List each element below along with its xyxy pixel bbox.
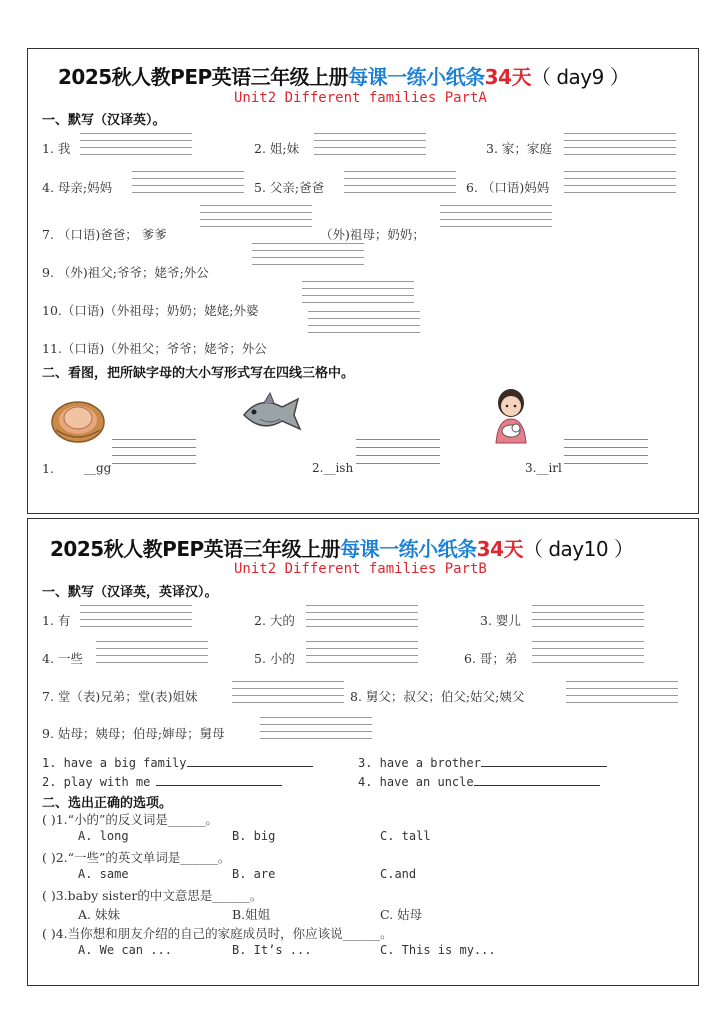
question-label: 9. 姑母；姨母；伯母;婶母；舅母 xyxy=(42,726,225,741)
section-heading: 二、选出正确的选项。 xyxy=(42,796,173,811)
writing-lines[interactable] xyxy=(132,171,244,193)
writing-lines[interactable] xyxy=(308,311,420,333)
writing-lines[interactable] xyxy=(314,133,426,155)
phrase-item: 4. have an uncle xyxy=(358,773,600,789)
question-label: 1. 有 xyxy=(42,613,71,628)
option-a[interactable]: A. long xyxy=(78,829,129,843)
question-stem: ( )4.当你想和朋友介绍的自己的家庭成员时，你应该说______。 xyxy=(42,926,393,941)
option-c[interactable]: C. 姑母 xyxy=(380,907,423,922)
picture-item-word: 2.__ish xyxy=(312,461,354,475)
section-heading: 二、看图，把所缺字母的大小写形式写在四线三格中。 xyxy=(42,366,355,381)
question-label: （外)祖母；奶奶； xyxy=(320,227,425,242)
writing-lines[interactable] xyxy=(344,171,456,193)
writing-lines[interactable] xyxy=(306,641,418,663)
writing-lines[interactable] xyxy=(232,681,344,703)
picture-item-number: 1. xyxy=(42,461,54,476)
writing-lines[interactable] xyxy=(532,641,644,663)
question-label: 7. 堂（表)兄弟；堂(表)姐妹 xyxy=(42,689,198,704)
writing-lines[interactable] xyxy=(112,439,196,463)
question-stem: ( )1.“小的”的反义词是______。 xyxy=(42,812,218,827)
question-label: 3. 婴儿 xyxy=(480,613,521,628)
question-label: 5. 小的 xyxy=(254,651,295,666)
phrase-item: 1. have a big family xyxy=(42,754,313,770)
card-subtitle: Unit2 Different families PartB xyxy=(234,561,487,577)
option-b[interactable]: B. are xyxy=(232,867,276,881)
question-label: 4. 母亲;妈妈 xyxy=(42,180,113,195)
option-b[interactable]: B.姐姐 xyxy=(232,907,271,922)
picture-item-word: 3.__irl xyxy=(525,461,562,475)
question-label: 5. 父亲;爸爸 xyxy=(254,180,325,195)
question-label: 7. （口语)爸爸； 爹爹 xyxy=(42,227,167,242)
option-a[interactable]: A. We can ... xyxy=(78,943,172,957)
worksheet-card-day10 xyxy=(27,518,699,986)
section-heading: 一、默写（汉译英，英译汉）。 xyxy=(42,585,218,600)
card-title: 2025秋人教PEP英语三年级上册每课一练小纸条34天（ day10 ） xyxy=(50,537,634,561)
option-b[interactable]: B. It’s ... xyxy=(232,943,312,957)
writing-lines[interactable] xyxy=(440,205,552,227)
phrase-item: 2. play with me xyxy=(42,773,282,789)
writing-lines[interactable] xyxy=(356,439,440,463)
question-label: 6. 哥；弟 xyxy=(464,651,518,666)
phrase-item: 3. have a brother xyxy=(358,754,607,770)
fish-icon xyxy=(238,389,304,439)
writing-lines[interactable] xyxy=(80,133,192,155)
egg-nest-icon xyxy=(50,392,106,444)
question-label: 6. （口语)妈妈 xyxy=(466,180,550,195)
question-label: 8. 舅父；叔父；伯父;姑父;姨父 xyxy=(350,689,525,704)
writing-lines[interactable] xyxy=(96,641,208,663)
writing-lines[interactable] xyxy=(260,717,372,739)
writing-lines[interactable] xyxy=(564,171,676,193)
writing-lines[interactable] xyxy=(80,605,192,627)
option-a[interactable]: A. 妹妹 xyxy=(78,907,120,922)
card-subtitle: Unit2 Different families PartA xyxy=(234,90,487,106)
picture-item-word: __gg xyxy=(84,461,112,475)
option-c[interactable]: C.and xyxy=(380,867,417,881)
girl-with-cat-icon xyxy=(486,387,536,445)
writing-lines[interactable] xyxy=(566,681,678,703)
writing-lines[interactable] xyxy=(306,605,418,627)
option-a[interactable]: A. same xyxy=(78,867,129,881)
writing-lines[interactable] xyxy=(252,243,364,265)
writing-lines[interactable] xyxy=(302,281,414,303)
question-label: 3. 家；家庭 xyxy=(486,141,552,156)
question-stem: ( )2.“一些”的英文单词是______。 xyxy=(42,850,231,865)
writing-lines[interactable] xyxy=(564,439,648,463)
worksheet-card-day9 xyxy=(27,48,699,514)
card-title: 2025秋人教PEP英语三年级上册每课一练小纸条34天（ day9 ） xyxy=(58,65,630,89)
writing-lines[interactable] xyxy=(532,605,644,627)
question-label: 10.（口语)（外祖母；奶奶；姥姥;外婆 xyxy=(42,303,259,318)
option-c[interactable]: C. tall xyxy=(380,829,431,843)
question-label: 9. （外)祖父;爷爷；姥爷;外公 xyxy=(42,265,209,280)
question-label: 2. 姐;妹 xyxy=(254,141,300,156)
question-label: 1. 我 xyxy=(42,141,71,156)
section-heading: 一、默写（汉译英）。 xyxy=(42,113,166,128)
question-label: 2. 大的 xyxy=(254,613,295,628)
question-label: 4. 一些 xyxy=(42,651,83,666)
option-c[interactable]: C. This is my... xyxy=(380,943,496,957)
writing-lines[interactable] xyxy=(200,205,312,227)
writing-lines[interactable] xyxy=(564,133,676,155)
question-label: 11.（口语)（外祖父；爷爷；姥爷；外公 xyxy=(42,341,267,356)
option-b[interactable]: B. big xyxy=(232,829,276,843)
question-stem: ( )3.baby sister的中文意思是______。 xyxy=(42,888,263,903)
